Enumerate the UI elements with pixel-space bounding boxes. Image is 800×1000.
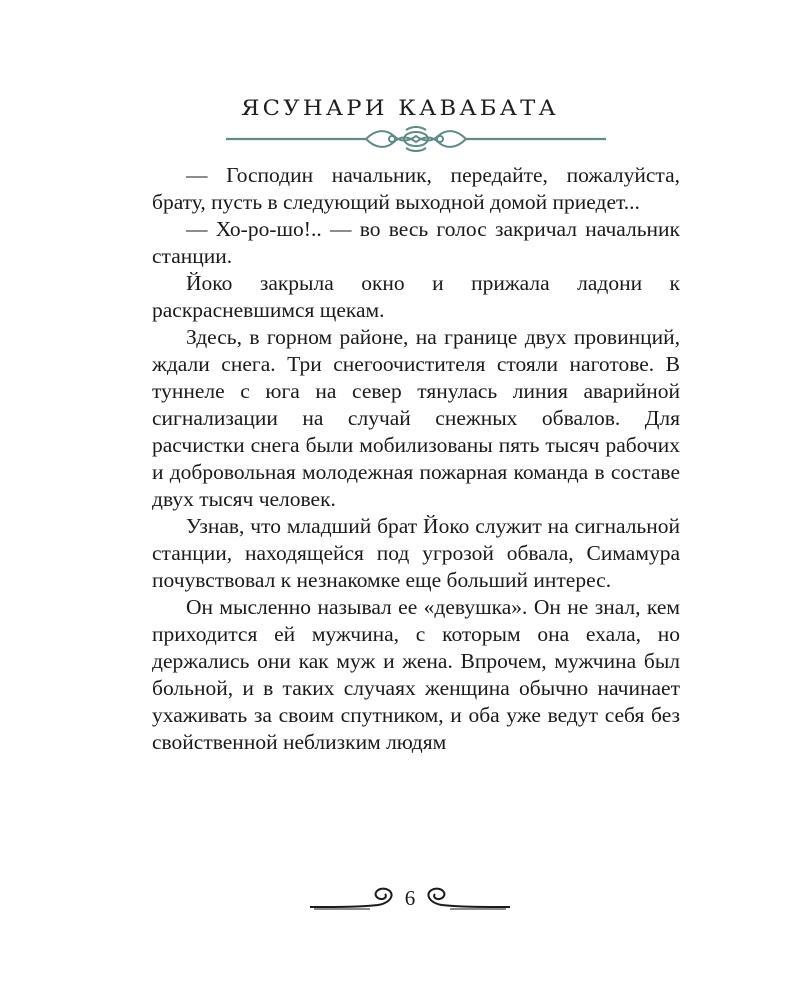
paragraph: Узнав, что младший брат Йоко служит на сигнальной станции, находящейся под угрозой обвала, Симамура почувствовал к незнакомке еще больший интерес. (152, 514, 680, 592)
page-footer (300, 880, 520, 920)
running-title: ЯСУНАРИ КАВАБАТА (241, 96, 559, 120)
paragraph: Он мысленно называл ее «девушка». Он не знал, кем приходится ей мужчина, с которым она ехала, но держались они как муж и жена. Впрочем, мужчина был больной, и в таких случаях женщина обычно начинает ухаживать за своим спутником, и оба уже ведут себя без свойственной неблизким людям (152, 595, 680, 754)
paragraph: Йоко закрыла окно и прижала ладони к раскрасневшимся щекам. (152, 271, 680, 322)
header-ornament-icon (226, 124, 606, 154)
paragraph: Здесь, в горном районе, на границе двух провинций, ждали снега. Три снегоочистителя стояли наготове. В туннеле с юга на север тянулась линия аварийной сигнализации на случай снежных обвалов. Для расчистки снега были мобилизованы пять тысяч рабочих и добровольная молодежная пожарная команда в составе двух тысяч человек. (152, 325, 680, 511)
page-number: 6 (404, 886, 416, 910)
vine-knot-icon (366, 127, 466, 151)
paragraph: — Господин начальник, передайте, пожалуйста, брату, пусть в следующий выходной домой приедет... (152, 163, 680, 214)
body-text (152, 162, 680, 756)
paragraph: — Хо-ро-шо!.. — во весь голос закричал начальник станции. (152, 217, 680, 268)
